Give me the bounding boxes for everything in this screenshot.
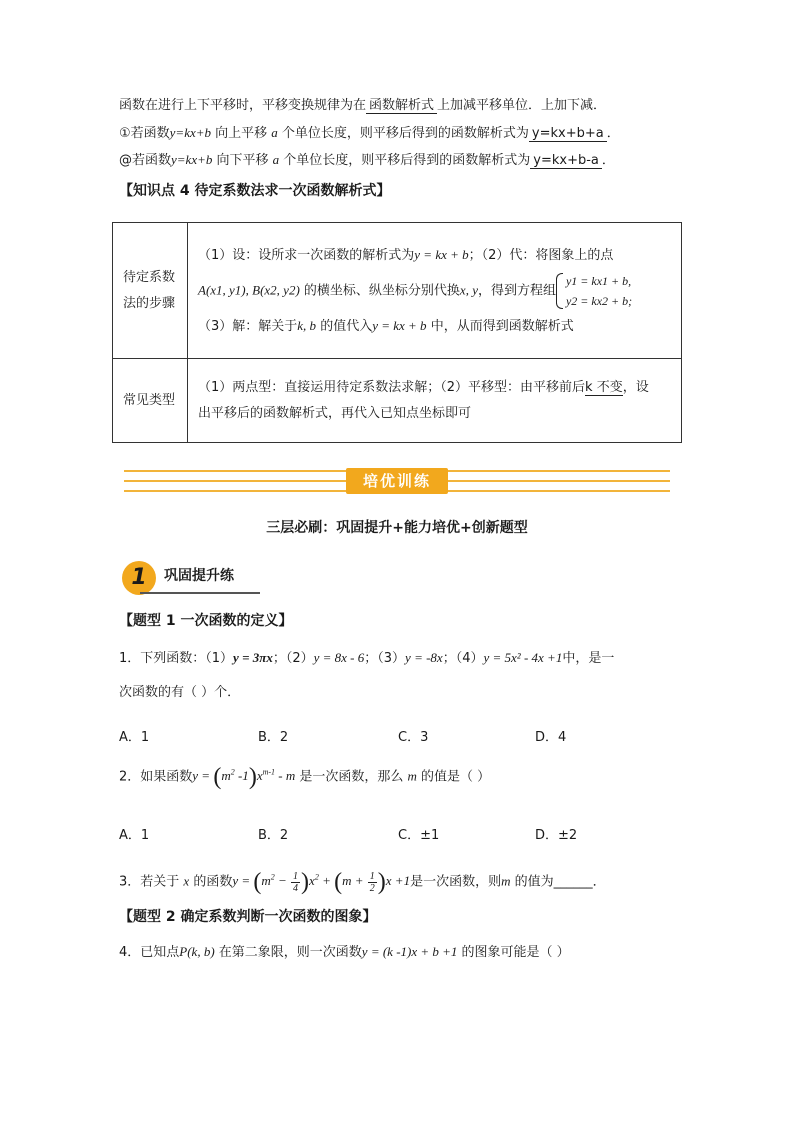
question-4 xyxy=(119,942,570,963)
table-text: ，得到方程组 xyxy=(477,283,556,298)
question-text: 1．下列函数：（1） xyxy=(119,651,234,666)
function-expr: y=kx+b xyxy=(171,152,213,167)
question-1-line-2: 次函数的有（ ）个． xyxy=(119,685,241,700)
question-text: ；（3） xyxy=(364,651,406,666)
option: D．±2 xyxy=(535,828,578,843)
intro-text: ． xyxy=(606,126,620,141)
intro-text: @若函数 xyxy=(119,153,172,168)
formula: y = 3πx xyxy=(233,650,273,665)
knowledge-heading: 【知识点 4 待定系数法求一次函数解析式】 xyxy=(119,183,391,199)
intro-line-3 xyxy=(119,150,615,171)
question-text: 中，是一 xyxy=(562,651,615,666)
formula: y = 8x - 6 xyxy=(313,650,365,665)
topic-heading: 【题型 2 确定系数判断一次函数的图象】 xyxy=(119,909,377,925)
option: D．4 xyxy=(535,730,567,745)
table-text: ；（2）代：将图象上的点 xyxy=(468,247,614,263)
question-text: ；（2） xyxy=(272,651,314,666)
formula: y = kx + b xyxy=(414,246,469,262)
section-underline xyxy=(140,592,260,594)
fill-blank-answer: 函数解析式 xyxy=(366,98,437,114)
formula: $y = (m^2$ $-1)x^{m-1}$ - m xyxy=(192,764,296,791)
table-row-content xyxy=(188,359,682,443)
variables-xy: x, y xyxy=(459,282,478,297)
intro-text: 上加减平移单位．上加下减． xyxy=(437,98,607,113)
option: B．2 xyxy=(258,730,289,745)
intro-line-2 xyxy=(119,123,620,144)
formula: y = kx + b xyxy=(372,317,427,333)
intro-text: 个单位长度，则平移后得到的函数解析式为 xyxy=(279,153,531,168)
table-row xyxy=(113,359,682,443)
question-text: 是一次函数，那么 xyxy=(295,769,408,785)
knowledge-table xyxy=(112,222,682,443)
intro-text: 个单位长度，则平移后得到的函数解析式为 xyxy=(277,126,529,141)
answer-blank: ______ xyxy=(553,874,593,890)
fill-blank-answer: y=kx+b-a xyxy=(530,153,602,169)
topic-heading: 【题型 1 一次函数的定义】 xyxy=(119,613,293,629)
table-text: ，设 xyxy=(622,379,649,395)
variable-x: x xyxy=(183,873,190,889)
row-label-text: 常见类型 xyxy=(123,392,176,408)
question-text: 4．已知点 xyxy=(119,945,180,960)
formula: y = (k -1)x + b +1 xyxy=(361,944,458,959)
table-row-label xyxy=(113,223,188,359)
table-text: 中，从而得到函数解析式 xyxy=(426,318,574,334)
function-expr: y=kx+b xyxy=(169,125,212,140)
question-text: 的值是（ ） xyxy=(416,769,491,785)
point-expr: P(k, b) xyxy=(179,944,215,959)
table-row xyxy=(113,223,682,359)
row-label-text: 待定系数法的步骤 xyxy=(123,269,176,311)
variable-m: m xyxy=(407,768,417,784)
table-row-label xyxy=(113,359,188,443)
table-line xyxy=(198,401,671,427)
table-text: （1）两点型：直接运用待定系数法求解；（2）平移型：由平移前后 xyxy=(198,379,586,395)
table-text: （3）解：解关于 xyxy=(198,318,298,334)
intro-line-1 xyxy=(119,96,606,116)
table-line xyxy=(198,242,671,269)
question-text: 是一次函数，则 xyxy=(410,874,502,890)
intro-text: 函数在进行上下平移时，平移变换规律为在 xyxy=(119,98,367,113)
subtitle: 三层必刷：巩固提升+能力培优+创新题型 xyxy=(266,520,528,536)
question-2 xyxy=(119,763,490,789)
table-text: （1）设：设所求一次函数的解析式为 xyxy=(198,247,415,263)
variable-a: a xyxy=(271,125,278,140)
question-1-line-1 xyxy=(119,648,614,669)
intro-text: ． xyxy=(601,153,615,168)
question-text: 2．如果函数 xyxy=(119,769,193,785)
option: C．3 xyxy=(398,730,429,745)
option: B．2 xyxy=(258,828,289,843)
variables-kb: k, b xyxy=(297,317,317,333)
equation-2: y2 = kx2 + b; xyxy=(565,293,633,308)
question-3 xyxy=(119,866,606,894)
equation-system xyxy=(556,271,632,311)
question-text: 的值为 xyxy=(510,874,554,890)
option: A．1 xyxy=(119,730,150,745)
question-text: 3．若关于 xyxy=(119,874,184,890)
intro-text: 向下平移 xyxy=(212,153,273,168)
table-line xyxy=(198,313,671,340)
section-number-badge: 1 xyxy=(122,561,156,595)
points-expr: A(x1, y1), B(x2, y2) xyxy=(198,282,300,297)
intro-text: 向上平移 xyxy=(211,126,272,141)
question-text: 的图象可能是（ ） xyxy=(457,945,570,960)
formula: y = 5x² - 4x +1 xyxy=(483,650,563,665)
section-title: 巩固提升练 xyxy=(164,568,234,584)
table-row-content xyxy=(188,223,682,359)
table-line xyxy=(198,271,671,311)
table-text: 的值代入 xyxy=(316,318,373,334)
variable-a: a xyxy=(272,152,280,167)
equation-1: y1 = kx1 + b, xyxy=(565,273,632,288)
intro-text: ①若函数 xyxy=(119,126,170,141)
table-line xyxy=(198,375,671,401)
fill-blank-answer: y=kx+b+a xyxy=(529,126,607,142)
question-text: 在第二象限，则一次函数 xyxy=(214,945,362,960)
variable-m: m xyxy=(501,873,511,889)
section-banner: 培优训练 xyxy=(346,468,448,494)
table-text: 出平移后的函数解析式，再代入已知点坐标即可 xyxy=(198,405,472,421)
option: C．±1 xyxy=(398,828,440,843)
option: A．1 xyxy=(119,828,150,843)
question-text: 的函数 xyxy=(189,874,233,890)
underlined-text: k 不变 xyxy=(585,379,623,395)
formula: $y = (m^2$ − $\frac{1}{4}$ )$x^2 + (m$ + $\frac{1}{2}$ )x +1 xyxy=(232,869,411,896)
table-text: 的横坐标、纵坐标分别代换 xyxy=(299,283,460,298)
question-text: ；（4） xyxy=(442,651,484,666)
question-text: ． xyxy=(592,874,606,890)
formula: y = -8x xyxy=(405,650,443,665)
